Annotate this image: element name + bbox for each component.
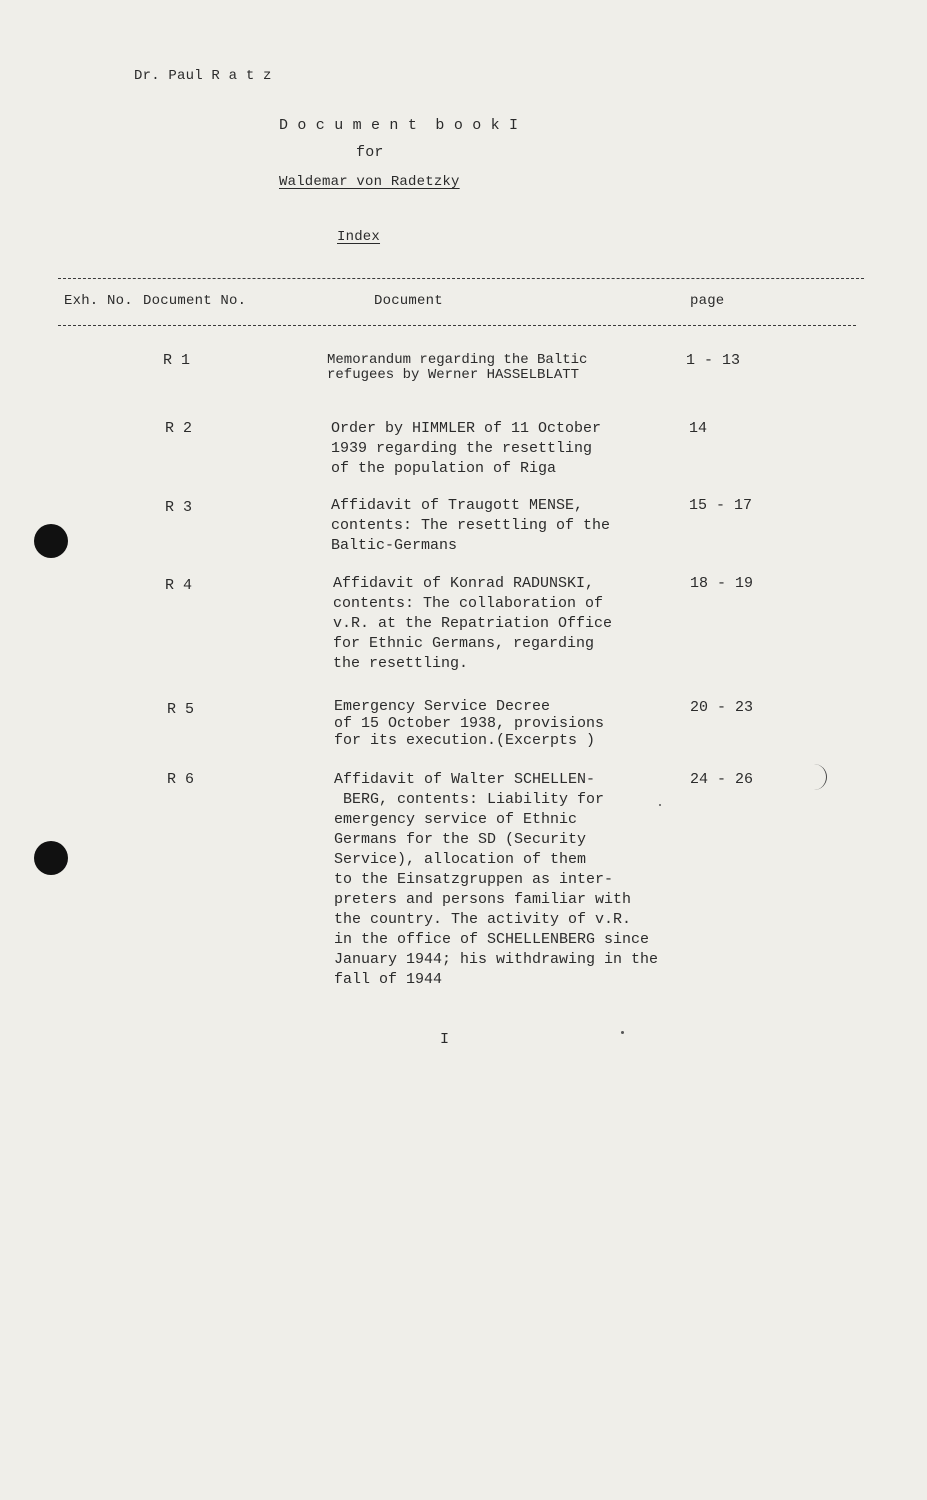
exhibit-number: R 3 xyxy=(165,499,193,516)
exhibit-number: R 2 xyxy=(165,420,193,437)
document-title: D o c u m e n t b o o k I xyxy=(279,117,519,134)
footer-page-number: I xyxy=(440,1031,450,1048)
page-range: 20 - 23 xyxy=(690,699,754,716)
exhibit-number: R 1 xyxy=(163,352,191,369)
document-description: Emergency Service Decree of 15 October 1938, provisions for its execution.(Excerpts ) xyxy=(334,698,605,749)
column-header-document-no: Document No. xyxy=(143,293,247,309)
page-range: 24 - 26 xyxy=(690,771,754,788)
document-description: Memorandum regarding the Baltic refugees by Werner HASSELBLATT xyxy=(327,352,588,383)
rule-under-header xyxy=(58,325,856,326)
document-description: Affidavit of Konrad RADUNSKI, contents: The collaboration of v.R. at the Repatriation Office for Ethnic Germans, regarding the resettling. xyxy=(333,575,613,672)
exhibit-number: R 5 xyxy=(167,701,195,718)
ink-speck xyxy=(659,804,661,806)
page-range: 15 - 17 xyxy=(689,497,753,514)
punch-hole-upper xyxy=(34,524,68,558)
page-range: 14 xyxy=(689,420,708,437)
page-range: 1 - 13 xyxy=(686,352,741,369)
document-description: Affidavit of Walter SCHELLEN- BERG, contents: Liability for emergency service of Ethnic Germans for the SD (Security Service), allocation of them to the Einsatzgruppen as inter- preters and persons familiar with the country. The activity of v.R. in the office of SCHELLENBERG since January 1944; his withdrawing in the fall of 1944 xyxy=(334,771,659,988)
margin-mark xyxy=(812,764,827,790)
column-header-document: Document xyxy=(374,293,443,309)
page-range: 18 - 19 xyxy=(690,575,754,592)
ink-speck xyxy=(621,1031,624,1034)
punch-hole-lower xyxy=(34,841,68,875)
exhibit-number: R 4 xyxy=(165,577,193,594)
column-header-exh-no: Exh. No. xyxy=(64,293,133,309)
document-description: Affidavit of Traugott MENSE, contents: The resettling of the Baltic-Germans xyxy=(331,497,611,554)
exhibit-number: R 6 xyxy=(167,771,195,788)
column-header-page: page xyxy=(690,293,725,309)
title-for: for xyxy=(356,144,384,161)
rule-top xyxy=(58,278,864,279)
author-line: Dr. Paul R a t z xyxy=(134,68,272,84)
defendant-name: Waldemar von Radetzky xyxy=(279,174,460,190)
index-heading: Index xyxy=(337,229,381,245)
document-description: Order by HIMMLER of 11 October 1939 regarding the resettling of the population of Riga xyxy=(331,420,602,477)
